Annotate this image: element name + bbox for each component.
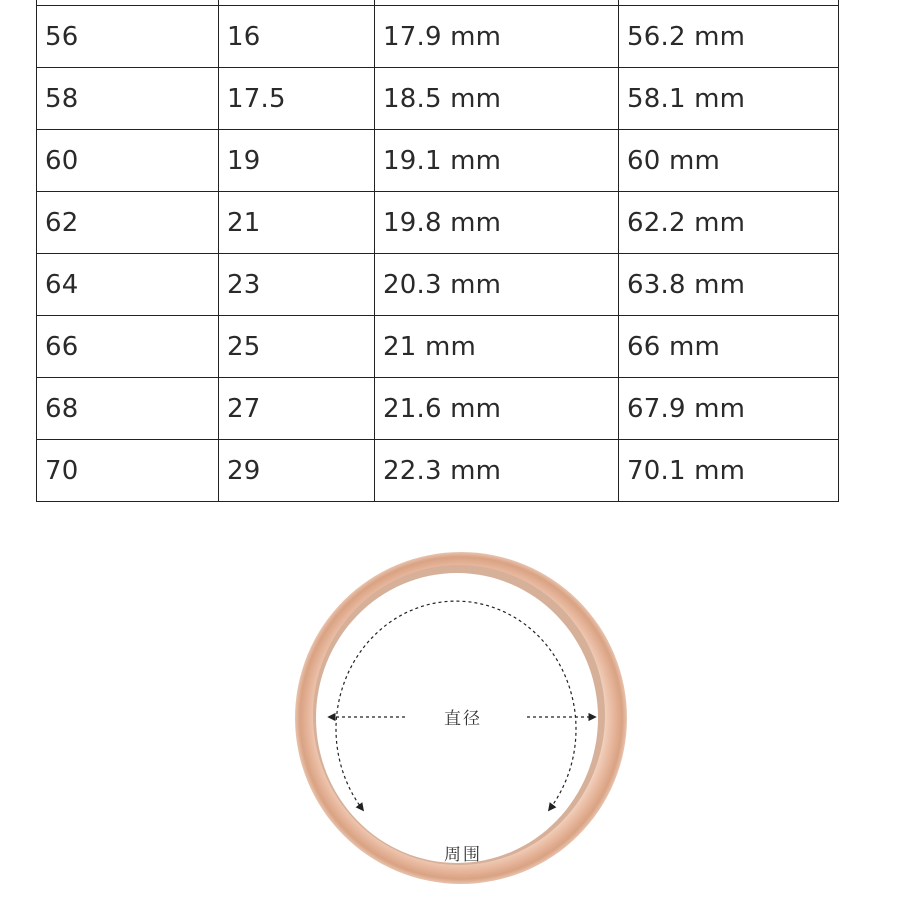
table-cell: 62.2 mm [619,192,839,254]
table-cell: 62 [37,192,219,254]
table-cell: 60 mm [619,130,839,192]
table-row [37,254,839,316]
table-cell: 70.1 mm [619,440,839,502]
table-row [37,130,839,192]
table-cell: 21 mm [375,316,619,378]
ring-size-table [36,0,839,502]
table-row [37,68,839,130]
table-cell: 17.9 mm [375,6,619,68]
table-cell: 19 [219,130,375,192]
table-cell: 56.2 mm [619,6,839,68]
table-cell: 63.8 mm [619,254,839,316]
table-cell: 22.3 mm [375,440,619,502]
table-cell: 58.1 mm [619,68,839,130]
table-row [37,440,839,502]
table-cell: 18.5 mm [375,68,619,130]
table-row [37,192,839,254]
table-row [37,378,839,440]
table-cell: 19.8 mm [375,192,619,254]
table-cell: 64 [37,254,219,316]
table-cell: 21.6 mm [375,378,619,440]
ring-diagram [293,548,633,888]
table-cell: 27 [219,378,375,440]
table-cell: 68 [37,378,219,440]
table-row [37,316,839,378]
table-cell: 60 [37,130,219,192]
table-cell: 56 [37,6,219,68]
table-cell: 19.1 mm [375,130,619,192]
circumference-label: 周围 [444,845,482,865]
table-cell: 70 [37,440,219,502]
table-cell: 20.3 mm [375,254,619,316]
table-cell: 66 [37,316,219,378]
table-cell: 16 [219,6,375,68]
table-cell: 67.9 mm [619,378,839,440]
diameter-label: 直径 [444,709,482,729]
table-row [37,6,839,68]
table-cell: 66 mm [619,316,839,378]
table-cell: 29 [219,440,375,502]
table-cell: 23 [219,254,375,316]
table-cell: 25 [219,316,375,378]
table-cell: 21 [219,192,375,254]
table-cell: 17.5 [219,68,375,130]
table-cell: 58 [37,68,219,130]
